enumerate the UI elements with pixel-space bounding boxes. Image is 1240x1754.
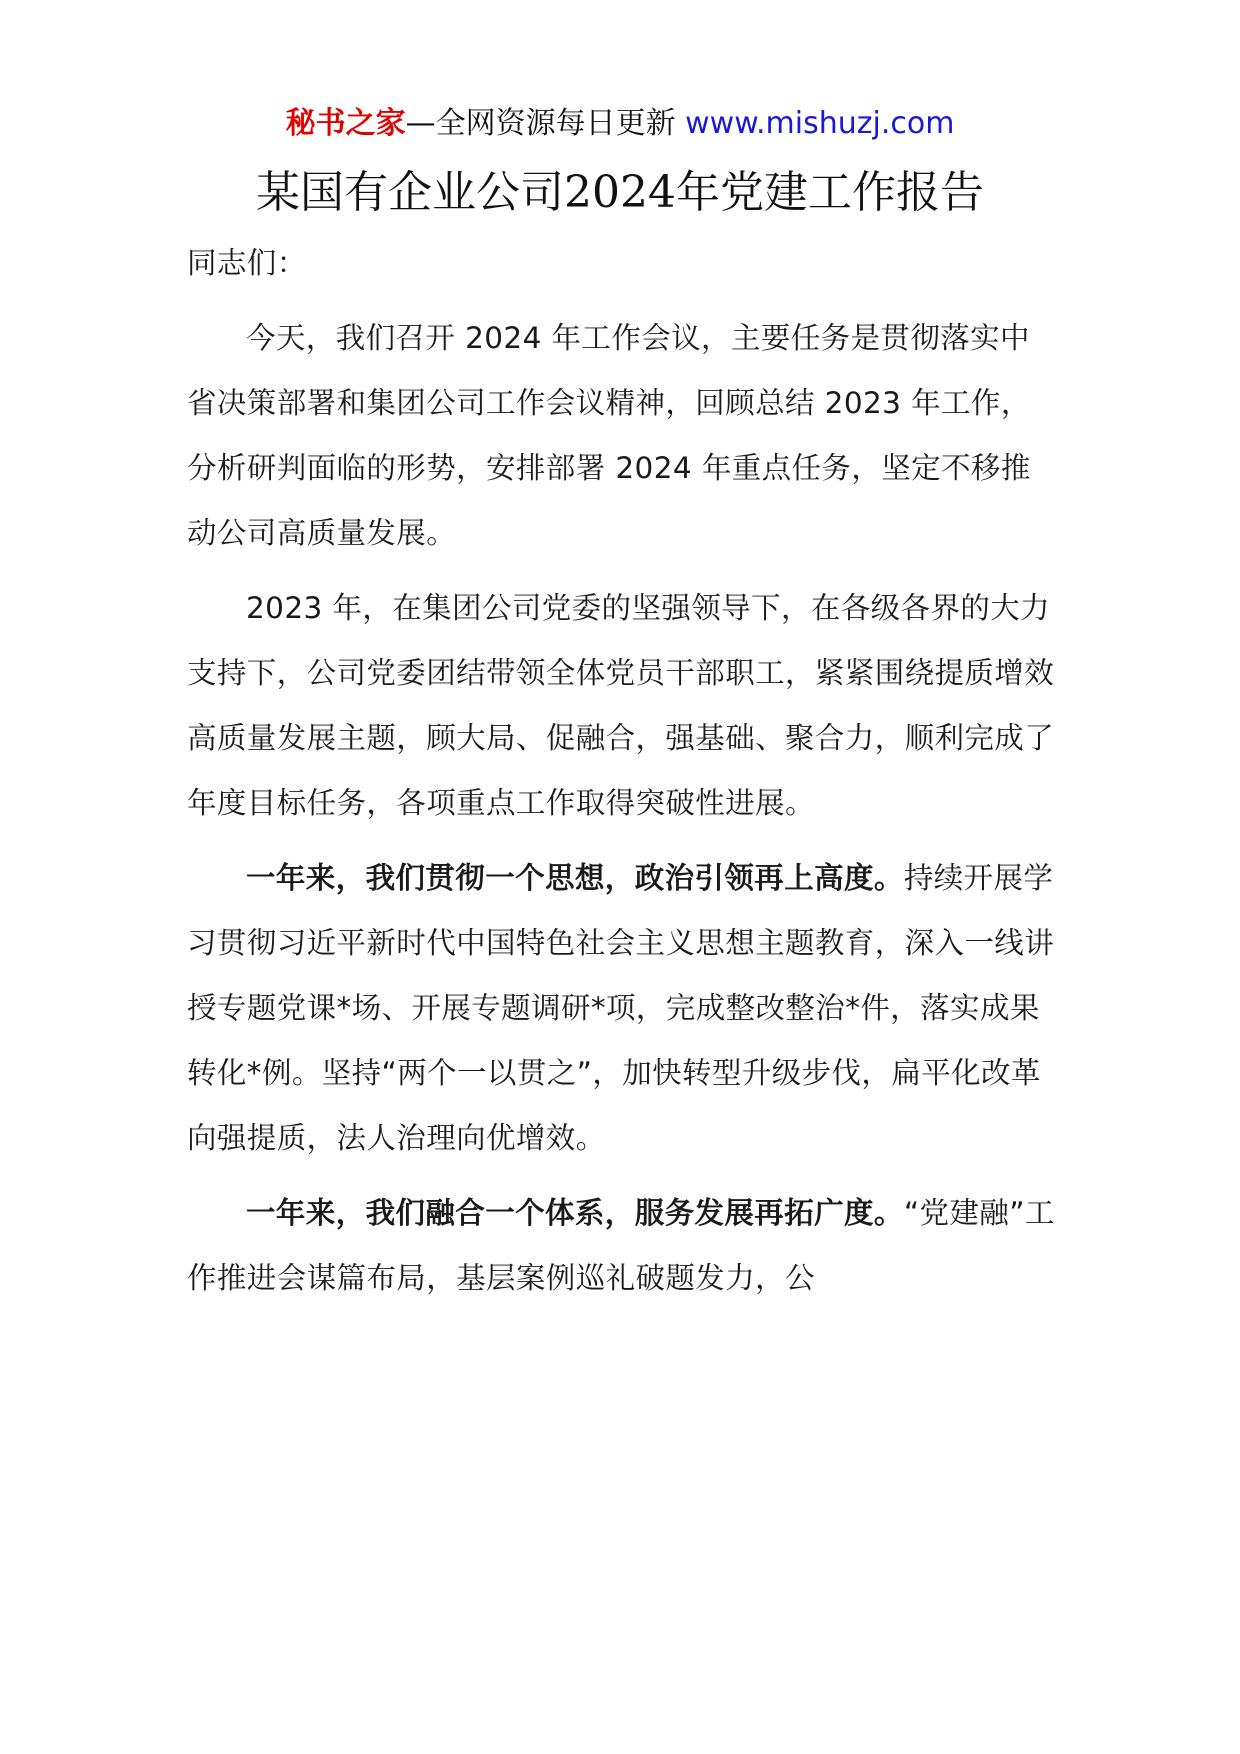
- title-year: 2024: [564, 167, 676, 218]
- paragraph-intro: [187, 306, 1057, 566]
- site-header: [0, 104, 1240, 144]
- paragraph-text: “党建融”工作推进会谋篇布局，基层案例巡礼破题发力，公: [187, 1196, 1055, 1295]
- site-url-link[interactable]: www.mishuzj.com: [685, 106, 955, 141]
- document-title: [0, 164, 1240, 222]
- paragraph-text: 持续开展学习贯彻习近平新时代中国特色社会主义思想主题教育，深入一线讲授专题党课*场、开展专题调研*项，完成整改整治*件，落实成果转化*例。坚持“两个一以贯之”，加快转型升级步伐，扁平化改革向强提质，法人治理向优增效。: [187, 861, 1055, 1155]
- site-name: 秘书之家: [285, 106, 406, 141]
- paragraph-lead-heading: 一年来，我们融合一个体系，服务发展再拓广度。: [246, 1196, 904, 1230]
- salutation: 同志们：: [187, 246, 307, 280]
- document-body: [187, 231, 1057, 1321]
- paragraph-lead-heading: 一年来，我们贯彻一个思想，政治引领再上高度。: [246, 861, 904, 895]
- site-tagline: —全网资源每日更新: [405, 106, 686, 141]
- paragraph-political-guidance: [187, 846, 1057, 1171]
- paragraph-text: 2023 年，在集团公司党委的坚强领导下，在各级各界的大力支持下，公司党委团结带领全体党员干部职工，紧紧围绕提质增效高质量发展主题，顾大局、促融合，强基础、聚合力，顺利完成了年度目标任务，各项重点工作取得突破性进展。: [187, 591, 1055, 820]
- paragraph-2023-review: [187, 576, 1057, 836]
- title-prefix: 某国有企业公司: [256, 167, 564, 218]
- paragraph-service-development: [187, 1181, 1057, 1311]
- title-suffix: 年党建工作报告: [675, 167, 984, 218]
- paragraph-text: 今天，我们召开 2024 年工作会议，主要任务是贯彻落实中省决策部署和集团公司工作会议精神，回顾总结 2023 年工作，分析研判面临的形势，安排部署 2024 年重点任务，坚定不移推动公司高质量发展。: [187, 321, 1031, 550]
